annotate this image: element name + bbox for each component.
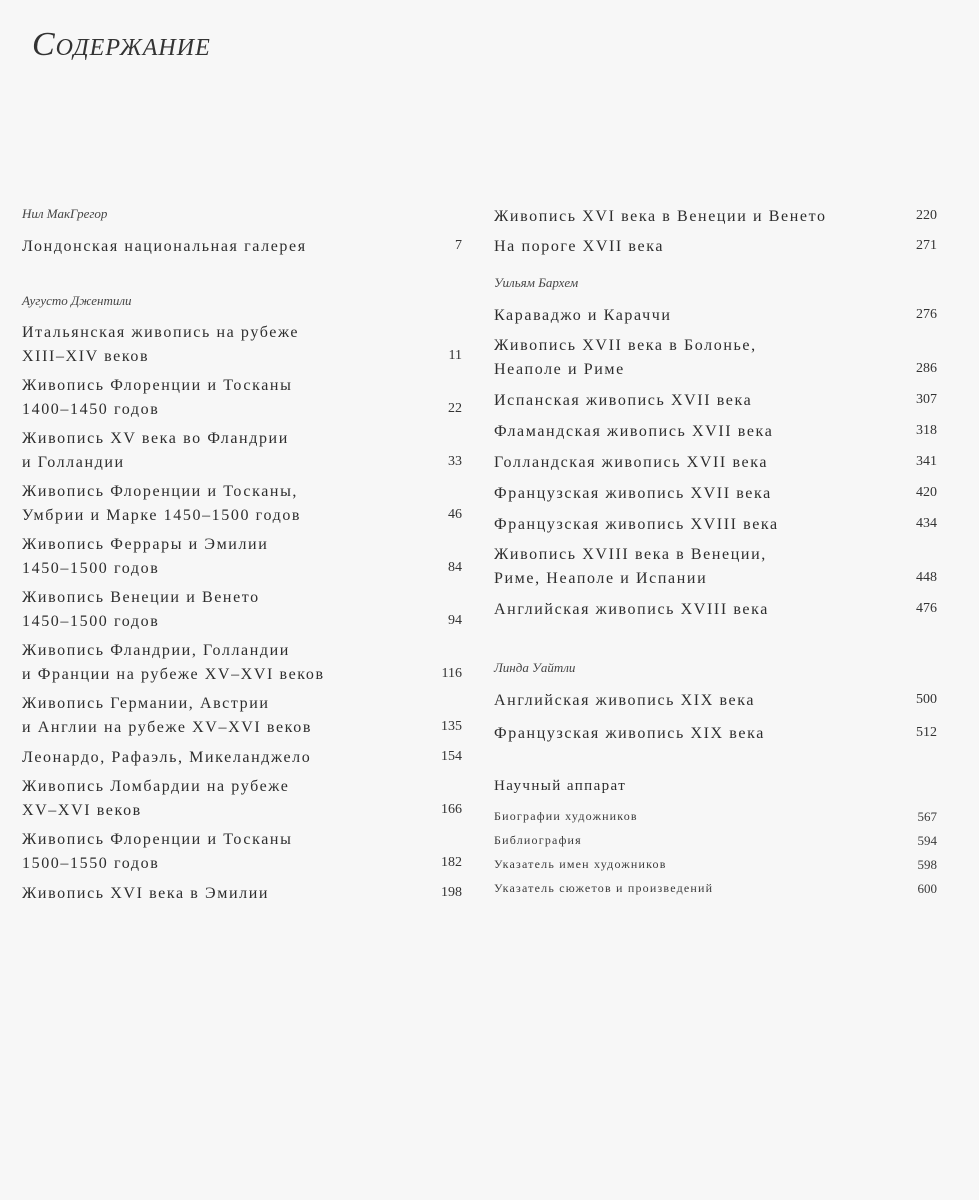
toc-entry-line: 1500–1550 годов: [22, 855, 160, 872]
toc-entry-title: [494, 389, 903, 413]
toc-entry: [22, 881, 462, 906]
apparatus-entry: [494, 881, 937, 897]
toc-left-column: [22, 206, 462, 906]
toc-entry-title: [494, 482, 903, 506]
toc-entry-line: Фламандская живопись XVII века: [494, 423, 774, 440]
page-number: 135: [441, 719, 462, 734]
page-number: 307: [916, 392, 937, 407]
toc-entry: [22, 234, 462, 259]
toc-entry: [22, 374, 462, 422]
page-number: 33: [448, 454, 462, 469]
toc-entry: [494, 303, 937, 328]
toc-entry-line: 1400–1450 годов: [22, 401, 160, 418]
toc-entry-title: [22, 882, 428, 906]
toc-entry-line: 1450–1500 годов: [22, 560, 160, 577]
toc-entry-title: [22, 639, 428, 687]
apparatus-entry: [494, 833, 937, 849]
page-number: 182: [441, 855, 462, 870]
toc-entry-line: и Франции на рубеже XV–XVI веков: [22, 666, 325, 683]
toc-entry-line: Французская живопись XVII века: [494, 485, 772, 502]
toc-entry-line: Леонардо, Рафаэль, Микеланджело: [22, 749, 312, 766]
page-number: 11: [448, 348, 462, 363]
toc-entry: [494, 512, 937, 537]
toc-entry-title: [494, 598, 903, 622]
toc-entry-line: и Голландии: [22, 454, 125, 471]
toc-entry-line: Итальянская живопись на рубеже: [22, 324, 300, 341]
toc-entry: [22, 321, 462, 369]
toc-entry-line: Живопись Германии, Австрии: [22, 695, 270, 712]
author-name: Линда Уайтли: [494, 660, 576, 675]
toc-entry: [494, 597, 937, 622]
toc-entry: [494, 688, 937, 713]
toc-entry-title: [494, 722, 903, 746]
author-name: Аугусто Джентили: [22, 293, 132, 308]
toc-entry-line: 1450–1500 годов: [22, 613, 160, 630]
toc-entry-line: Испанская живопись XVII века: [494, 392, 753, 409]
toc-entry-line: Английская живопись XIX века: [494, 692, 756, 709]
toc-entry-line: и Англии на рубеже XV–XVI веков: [22, 719, 312, 736]
toc-entry-line: Живопись Венеции и Венето: [22, 589, 260, 606]
toc-entry-title: [494, 420, 903, 444]
apparatus-entry: [494, 809, 937, 825]
page-number: 512: [916, 725, 937, 740]
page-number: 594: [917, 833, 937, 848]
toc-entry-line: Живопись Фландрии, Голландии: [22, 642, 290, 659]
toc-entry: [494, 204, 937, 229]
toc-entry-title: [22, 828, 428, 876]
toc-entry-title: [494, 334, 903, 382]
toc-entry-line: Живопись XVII века в Болонье,: [494, 337, 757, 354]
author-name: Уильям Бархем: [494, 275, 579, 290]
toc-entry: [494, 334, 937, 382]
page-number: 448: [916, 570, 937, 585]
toc-entry-line: Живопись Феррары и Эмилии: [22, 536, 269, 553]
toc-entry-title: [22, 427, 428, 475]
toc-entry-title: [22, 775, 428, 823]
toc-entry-title: [22, 374, 428, 422]
toc-entry: [494, 721, 937, 746]
toc-entry: [22, 586, 462, 634]
toc-entry-line: На пороге XVII века: [494, 238, 665, 255]
page-title: Содержание: [32, 26, 211, 63]
toc-entry-line: Живопись XVI века в Эмилии: [22, 885, 270, 902]
page-number: 154: [441, 749, 462, 764]
toc-entry-line: Английская живопись XVIII века: [494, 601, 769, 618]
toc-entry-title: [494, 543, 903, 591]
toc-entry-line: Караваджо и Караччи: [494, 307, 672, 324]
toc-entry: [22, 775, 462, 823]
toc-entry-line: Риме, Неаполе и Испании: [494, 570, 708, 587]
toc-entry: [22, 427, 462, 475]
toc-entry-title: [494, 689, 903, 713]
toc-entry-title: [22, 692, 428, 740]
apparatus-entry-label: Указатель сюжетов и произведений: [494, 881, 714, 895]
toc-entry: [22, 692, 462, 740]
toc-entry: [494, 543, 937, 591]
page-number: 476: [916, 601, 937, 616]
toc-right-column: [494, 204, 937, 897]
page-number: 198: [441, 885, 462, 900]
toc-entry-line: Французская живопись XIX века: [494, 725, 765, 742]
toc-entry-line: XIII–XIV веков: [22, 348, 150, 365]
page-number: 22: [448, 401, 462, 416]
toc-entry: [494, 419, 937, 444]
toc-entry: [494, 388, 937, 413]
page-number: 600: [917, 881, 937, 896]
toc-entry-line: Голландская живопись XVII века: [494, 454, 769, 471]
page-number: 94: [448, 613, 462, 628]
toc-entry-line: Живопись Флоренции и Тосканы: [22, 377, 293, 394]
toc-entry-title: [494, 451, 903, 475]
toc-entry: [22, 533, 462, 581]
page-number: 318: [916, 423, 937, 438]
toc-entry-title: [494, 205, 903, 229]
page-number: 598: [917, 857, 937, 872]
apparatus-entry-label: Биографии художников: [494, 809, 638, 823]
toc-entry-title: [22, 586, 428, 634]
toc-entry-title: [494, 304, 903, 328]
toc-entry-line: XV–XVI веков: [22, 802, 142, 819]
page-number: 271: [916, 238, 937, 253]
page-number: 420: [916, 485, 937, 500]
toc-entry-line: Живопись XVIII века в Венеции,: [494, 546, 767, 563]
apparatus-entry-label: Библиография: [494, 833, 582, 847]
toc-entry: [22, 480, 462, 528]
toc-entry: [22, 828, 462, 876]
page-number: 220: [916, 208, 937, 223]
apparatus-entry: [494, 857, 937, 873]
toc-entry-title: [494, 513, 903, 537]
toc-entry-title: [22, 321, 428, 369]
page-number: 567: [917, 809, 937, 824]
page-number: 341: [916, 454, 937, 469]
toc-entry: [494, 234, 937, 259]
toc-entry-line: Живопись Флоренции и Тосканы: [22, 831, 293, 848]
toc-entry-line: Живопись Ломбардии на рубеже: [22, 778, 290, 795]
toc-entry: [22, 639, 462, 687]
toc-entry: [494, 450, 937, 475]
author-name: Нил МакГрегор: [22, 206, 108, 221]
page-number: 116: [441, 666, 462, 681]
toc-entry-line: Умбрии и Марке 1450–1500 годов: [22, 507, 302, 524]
toc-entry-line: Живопись Флоренции и Тосканы,: [22, 483, 299, 500]
page-number: 434: [916, 516, 937, 531]
page-number: 286: [916, 361, 937, 376]
toc-entry-title: Лондонская национальная галерея: [22, 238, 307, 255]
page-number: 166: [441, 802, 462, 817]
page-number: 7: [455, 238, 462, 253]
page-number: 84: [448, 560, 462, 575]
toc-entry-line: Французская живопись XVIII века: [494, 516, 779, 533]
toc-entry: [22, 745, 462, 770]
toc-entry-title: [22, 746, 428, 770]
toc-entry-line: Живопись XV века во Фландрии: [22, 430, 289, 447]
page-number: 500: [916, 692, 937, 707]
apparatus-entry-label: Указатель имен художников: [494, 857, 667, 871]
toc-entry: [494, 481, 937, 506]
toc-entry-line: Живопись XVI века в Венеции и Венето: [494, 208, 827, 225]
section-heading: Научный аппарат: [494, 778, 627, 794]
page-number: 276: [916, 307, 937, 322]
page-number: 46: [448, 507, 462, 522]
toc-entry-title: [22, 480, 428, 528]
toc-entry-title: [22, 533, 428, 581]
toc-entry-line: Неаполе и Риме: [494, 361, 625, 378]
toc-entry-title: [494, 235, 903, 259]
